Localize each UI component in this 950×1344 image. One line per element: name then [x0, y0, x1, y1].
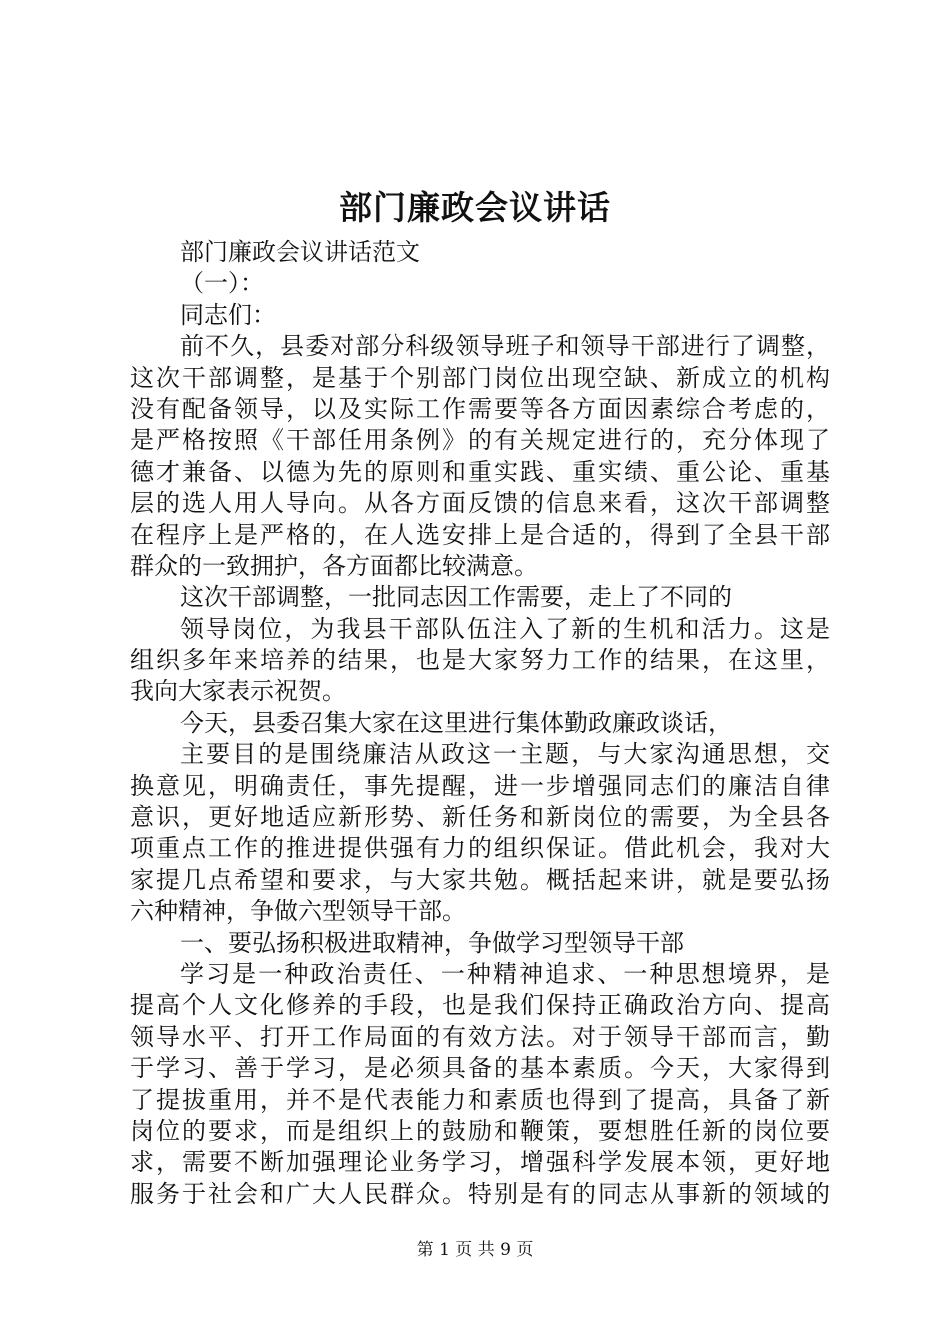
text-line: 于学习、善于学习，是必须具备的基本素质。今天，大家得到 — [130, 1054, 830, 1083]
text-line: 领导水平、打开工作局面的有效方法。对于领导干部而言，勤 — [130, 1022, 830, 1051]
text-line: 意识，更好地适应新形势、新任务和新岗位的需要，为全县各 — [130, 803, 830, 832]
text-line: 学习是一种政治责任、一种精神追求、一种思想境界，是 — [180, 959, 830, 988]
text-line: 一、要弘扬积极进取精神，争做学习型领导干部 — [180, 928, 684, 957]
text-line: 部门廉政会议讲话范文 — [180, 238, 420, 266]
text-line: 德才兼备、以德为先的原则和重实践、重实绩、重公论、重基 — [130, 457, 830, 486]
text-line: 主要目的是围绕廉洁从政这一主题，与大家沟通思想，交 — [180, 740, 830, 769]
page-footer: 第 1 页 共 9 页 — [416, 1240, 534, 1260]
text-line: 六种精神，争做六型领导干部。 — [130, 897, 466, 926]
text-line: 前不久，县委对部分科级领导班子和领导干部进行了调整， — [180, 332, 830, 361]
text-line: 同志们： — [180, 300, 276, 329]
text-line: 领导岗位，为我县干部队伍注入了新的生机和活力。这是 — [180, 614, 830, 643]
text-line: 是严格按照《干部任用条例》的有关规定进行的，充分体现了 — [130, 426, 830, 455]
text-line: 在程序上是严格的，在人选安排上是合适的，得到了全县干部 — [130, 520, 830, 549]
text-line: 这次干部调整，是基于个别部门岗位出现空缺、新成立的机构 — [130, 363, 830, 392]
text-line: 岗位的要求，而是组织上的鼓励和鞭策，要想胜任新的岗位要 — [130, 1116, 830, 1145]
text-line: 项重点工作的推进提供强有力的组织保证。借此机会，我对大 — [130, 834, 830, 863]
text-line: 求，需要不断加强理论业务学习，增强科学发展本领，更好地 — [130, 1148, 830, 1177]
text-line: 了提拔重用，并不是代表能力和素质也得到了提高，具备了新 — [130, 1085, 830, 1114]
text-line: 没有配备领导，以及实际工作需要等各方面因素综合考虑的， — [130, 394, 830, 423]
text-line: 层的选人用人导向。从各方面反馈的信息来看，这次干部调整 — [130, 489, 830, 518]
text-line: 换意见，明确责任，事先提醒，进一步增强同志们的廉洁自律 — [130, 771, 830, 800]
text-line: 家提几点希望和要求，与大家共勉。概括起来讲，就是要弘扬 — [130, 865, 830, 894]
document-title: 部门廉政会议讲话 — [339, 188, 611, 227]
text-line: （一）： — [180, 269, 264, 298]
text-line: 群众的一致拥护，各方面都比较满意。 — [130, 551, 538, 580]
text-line: 组织多年来培养的结果，也是大家努力工作的结果，在这里， — [130, 646, 830, 675]
text-line: 我向大家表示祝贺。 — [130, 677, 346, 706]
text-line: 这次干部调整，一批同志因工作需要，走上了不同的 — [180, 583, 732, 612]
text-line: 服务于社会和广大人民群众。特别是有的同志从事新的领域的 — [130, 1179, 830, 1208]
text-line: 提高个人文化修养的手段，也是我们保持正确政治方向、提高 — [130, 991, 830, 1020]
text-line: 今天，县委召集大家在这里进行集体勤政廉政谈话， — [180, 708, 732, 737]
document-body — [130, 237, 830, 1210]
